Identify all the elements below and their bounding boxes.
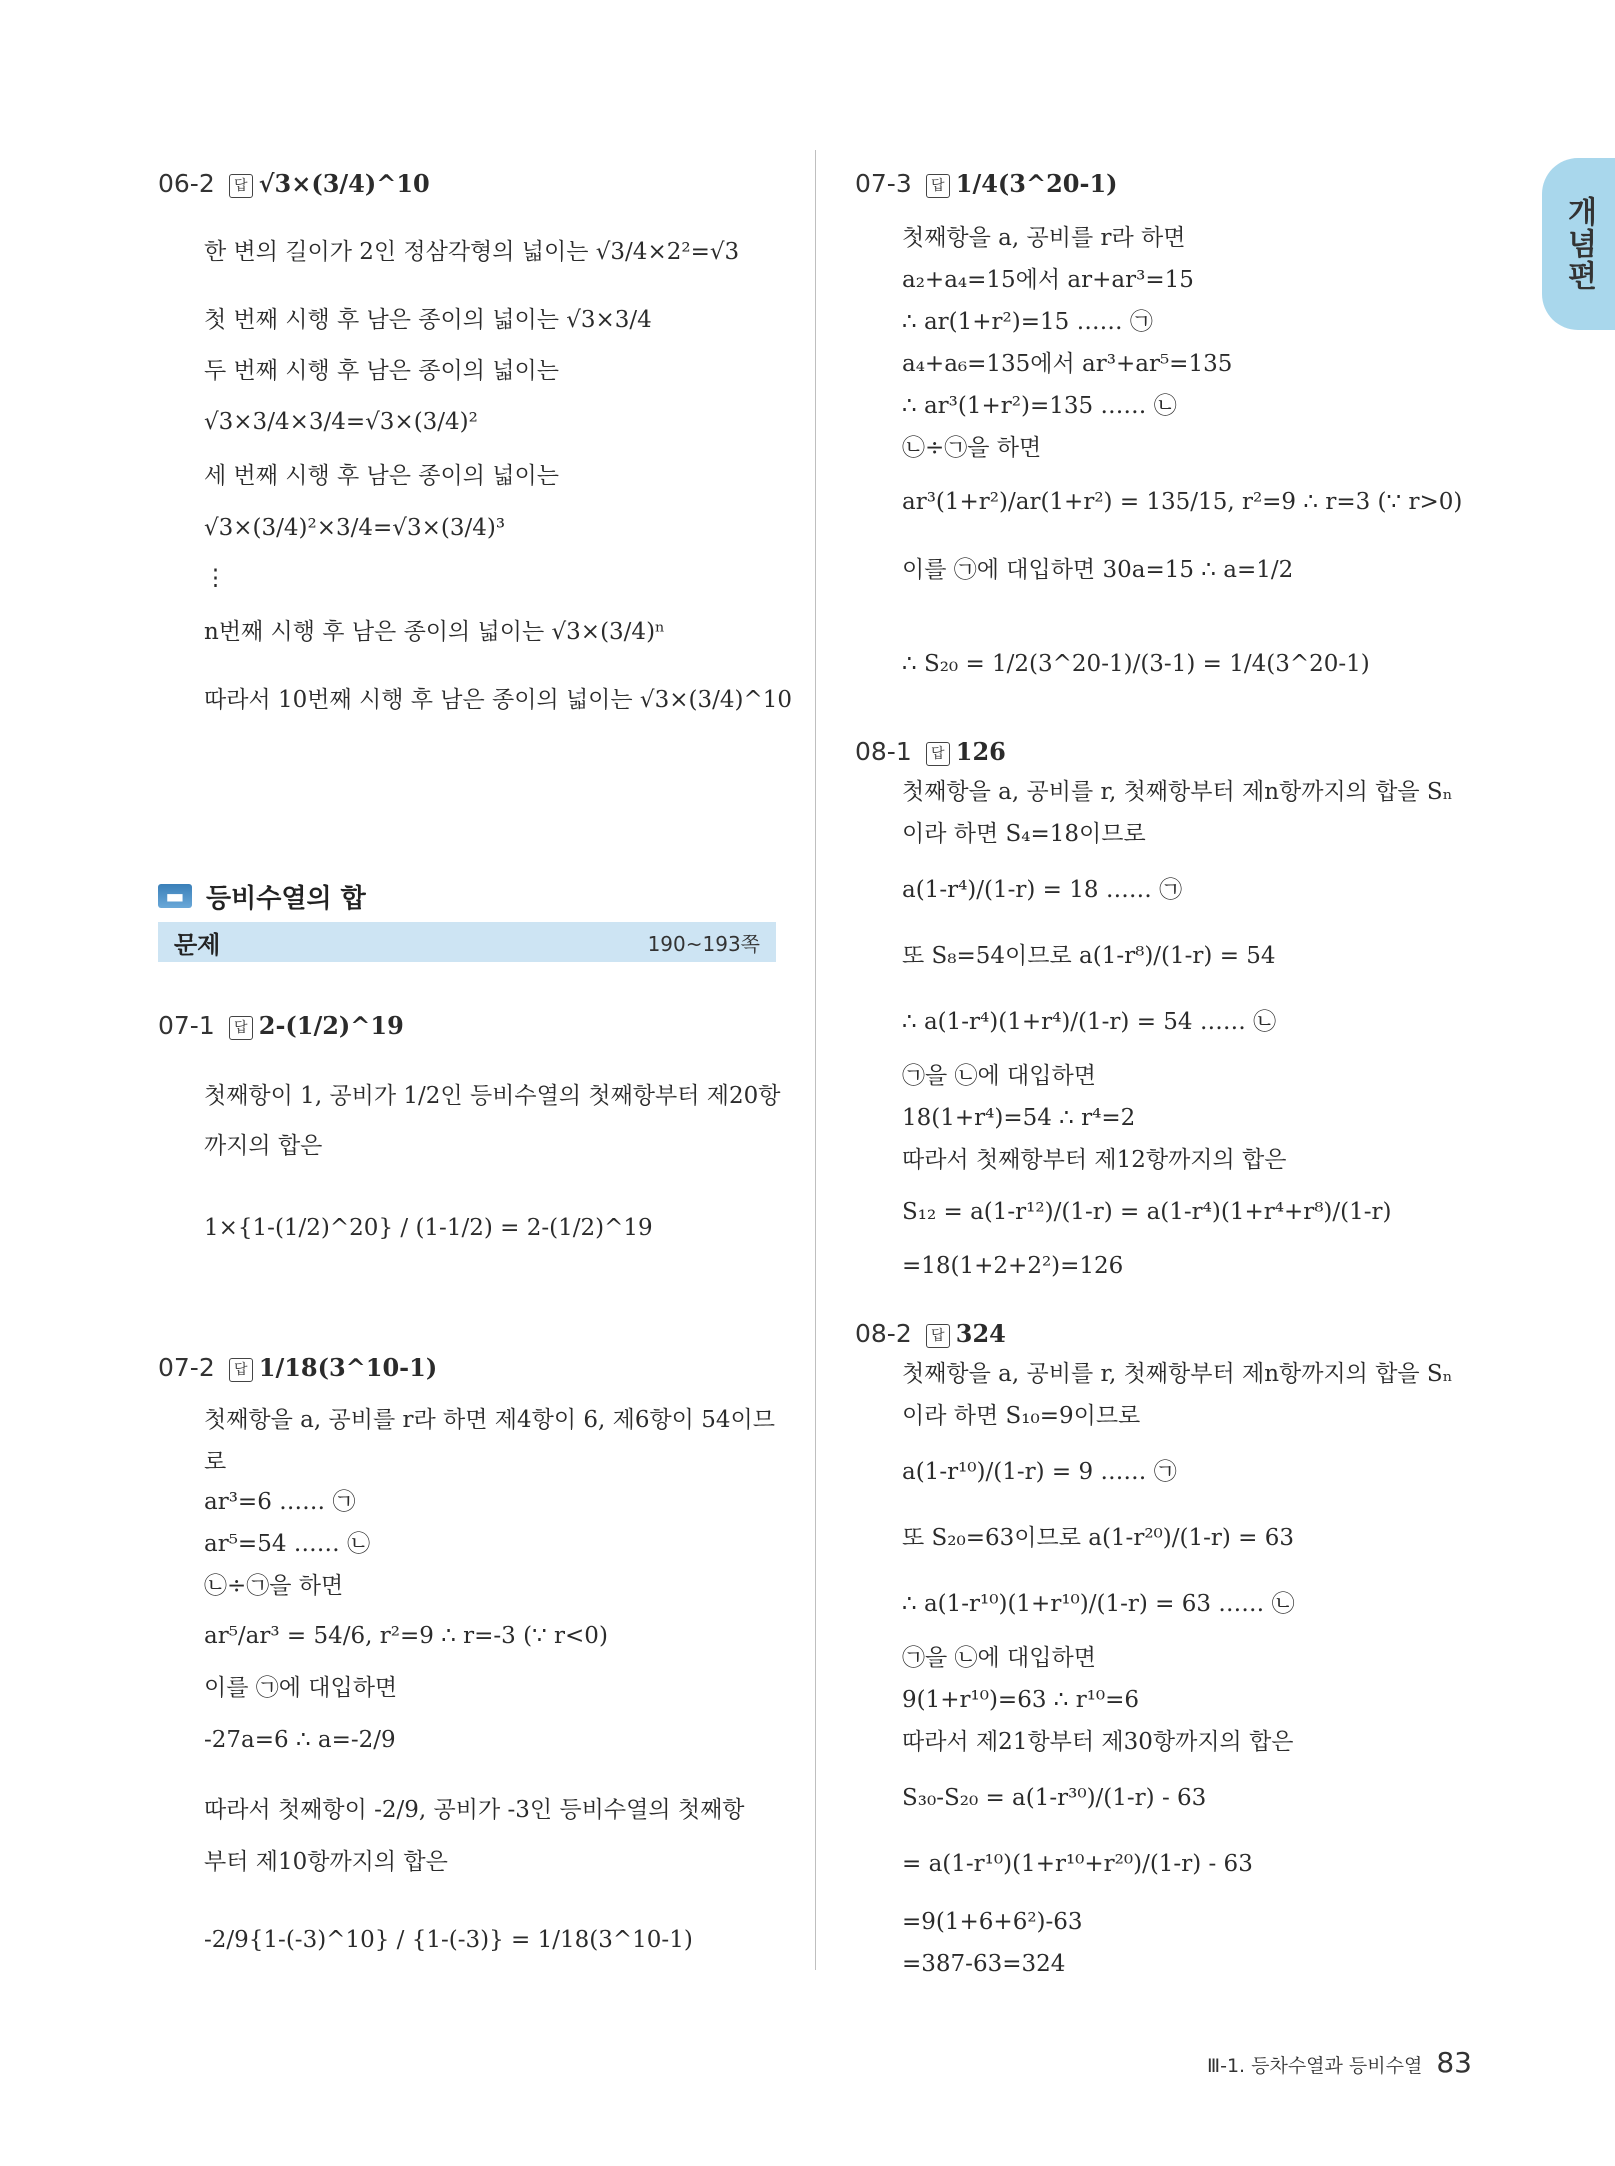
solution-line: 한 변의 길이가 2인 정삼각형의 넓이는 √3/4×2²=√3: [204, 239, 740, 265]
side-tab: [1542, 158, 1615, 330]
column-divider: [815, 150, 816, 1970]
problem-number: 07-2: [158, 1353, 215, 1382]
problem-number: 07-3: [855, 169, 912, 198]
solution-line: 첫째항을 a, 공비를 r, 첫째항부터 제n항까지의 합을 Sₙ: [902, 779, 1453, 805]
solution-line: √3×3/4×3/4=√3×(3/4)²: [204, 409, 478, 435]
solution-line: =387-63=324: [902, 1951, 1066, 1977]
solution-line: =9(1+6+6²)-63: [902, 1909, 1083, 1935]
solution-line: n번째 시행 후 남은 종이의 넓이는 √3×(3/4)ⁿ: [204, 619, 665, 645]
answer-icon: 답: [926, 1324, 950, 1348]
solution-line: ar⁵/ar³ = 54/6, r²=9 ∴ r=-3 (∵ r<0): [204, 1623, 608, 1649]
problem-number: 08-1: [855, 737, 912, 766]
answer-value: 324: [955, 1319, 1006, 1348]
solution-line: a₄+a₆=135에서 ar³+ar⁵=135: [902, 351, 1233, 377]
solution-line: 이를 ㉠에 대입하면: [204, 1675, 398, 1701]
problem-heading: [855, 1318, 1006, 1351]
solution-line: 첫째항을 a, 공비를 r, 첫째항부터 제n항까지의 합을 Sₙ: [902, 1361, 1453, 1387]
solution-line: 까지의 합은: [204, 1133, 323, 1159]
problem-heading: [158, 1010, 404, 1043]
solution-line: 1×{1-(1/2)^20} / (1-1/2) = 2-(1/2)^19: [204, 1215, 653, 1241]
solution-line: -2/9{1-(-3)^10} / {1-(-3)} = 1/18(3^10-1): [204, 1927, 693, 1953]
problem-heading: [158, 168, 430, 201]
answer-value: 1/4(3^20-1): [955, 169, 1118, 198]
solution-line: ㉠을 ㉡에 대입하면: [902, 1645, 1096, 1671]
solution-line: 부터 제10항까지의 합은: [204, 1849, 448, 1875]
solution-line: 따라서 첫째항부터 제12항까지의 합은: [902, 1147, 1287, 1173]
solution-line: 따라서 제21항부터 제30항까지의 합은: [902, 1729, 1294, 1755]
side-tab-label: 개념편: [1561, 196, 1597, 292]
problem-number: 07-1: [158, 1011, 215, 1040]
section-title: [158, 876, 366, 916]
solution-line: 세 번째 시행 후 남은 종이의 넓이는: [204, 463, 559, 489]
answer-icon: 답: [229, 174, 253, 198]
problem-bar: [158, 922, 776, 962]
answer-icon: 답: [229, 1016, 253, 1040]
answer-value: 126: [955, 737, 1006, 766]
problem-heading: [855, 736, 1006, 769]
problem-number: 08-2: [855, 1319, 912, 1348]
solution-line: ar³=6 …… ㉠: [204, 1489, 356, 1515]
solution-line: ∴ ar³(1+r²)=135 …… ㉡: [902, 393, 1177, 419]
solution-line: = a(1-r¹⁰)(1+r¹⁰+r²⁰)/(1-r) - 63: [902, 1851, 1253, 1877]
solution-line: ∴ ar(1+r²)=15 …… ㉠: [902, 309, 1153, 335]
solution-line: 첫 번째 시행 후 남은 종이의 넓이는 √3×3/4: [204, 307, 652, 333]
solution-line: 첫째항이 1, 공비가 1/2인 등비수열의 첫째항부터 제20항: [204, 1083, 781, 1109]
solution-line: ㉠을 ㉡에 대입하면: [902, 1063, 1096, 1089]
solution-line: a₂+a₄=15에서 ar+ar³=15: [902, 267, 1194, 293]
footer-chapter: Ⅲ-1. 등차수열과 등비수열: [1207, 2055, 1423, 2077]
solution-line: 18(1+r⁴)=54 ∴ r⁴=2: [902, 1105, 1136, 1131]
solution-line: ⋮: [204, 565, 227, 591]
solution-line: a(1-r⁴)/(1-r) = 18 …… ㉠: [902, 877, 1183, 903]
solution-line: ㉡÷㉠을 하면: [902, 435, 1042, 461]
solution-line: S₁₂ = a(1-r¹²)/(1-r) = a(1-r⁴)(1+r⁴+r⁸)/(1-r): [902, 1199, 1392, 1225]
solution-line: 또 S₂₀=63이므로 a(1-r²⁰)/(1-r) = 63: [902, 1525, 1294, 1551]
solution-line: 두 번째 시행 후 남은 종이의 넓이는: [204, 358, 559, 384]
solution-line: 로: [204, 1449, 227, 1475]
problem-heading: [855, 168, 1118, 201]
answer-icon: 답: [926, 742, 950, 766]
solution-line: ㉡÷㉠을 하면: [204, 1573, 344, 1599]
solution-line: 이를 ㉠에 대입하면 30a=15 ∴ a=1/2: [902, 557, 1294, 583]
problem-heading: [158, 1352, 437, 1385]
section-number-icon: ▬: [158, 884, 192, 908]
problem-bar-pages: 190~193쪽: [647, 931, 760, 956]
solution-line: ∴ S₂₀ = 1/2(3^20-1)/(3-1) = 1/4(3^20-1): [902, 651, 1370, 677]
answer-icon: 답: [229, 1358, 253, 1382]
solution-line: 따라서 10번째 시행 후 남은 종이의 넓이는 √3×(3/4)^10: [204, 687, 792, 713]
solution-line: 이라 하면 S₁₀=9이므로: [902, 1403, 1141, 1429]
solution-line: 따라서 첫째항이 -2/9, 공비가 -3인 등비수열의 첫째항: [204, 1797, 745, 1823]
solution-line: a(1-r¹⁰)/(1-r) = 9 …… ㉠: [902, 1459, 1177, 1485]
solution-line: 첫째항을 a, 공비를 r라 하면: [902, 225, 1186, 251]
solution-line: 첫째항을 a, 공비를 r라 하면 제4항이 6, 제6항이 54이므: [204, 1407, 775, 1433]
solution-line: ∴ a(1-r⁴)(1+r⁴)/(1-r) = 54 …… ㉡: [902, 1009, 1277, 1035]
answer-value: √3×(3/4)^10: [258, 169, 430, 198]
solution-line: 이라 하면 S₄=18이므로: [902, 821, 1146, 847]
page-footer: [1207, 2046, 1472, 2079]
answer-icon: 답: [926, 174, 950, 198]
solution-line: =18(1+2+2²)=126: [902, 1253, 1124, 1279]
solution-line: ∴ a(1-r¹⁰)(1+r¹⁰)/(1-r) = 63 …… ㉡: [902, 1591, 1295, 1617]
solution-line: ar³(1+r²)/ar(1+r²) = 135/15, r²=9 ∴ r=3 (∵ r>0): [902, 489, 1463, 515]
solution-line: √3×(3/4)²×3/4=√3×(3/4)³: [204, 515, 506, 541]
answer-value: 2-(1/2)^19: [258, 1011, 404, 1040]
answer-value: 1/18(3^10-1): [258, 1353, 438, 1382]
solution-line: 9(1+r¹⁰)=63 ∴ r¹⁰=6: [902, 1687, 1140, 1713]
page-number: 83: [1436, 2046, 1472, 2079]
solution-line: 또 S₈=54이므로 a(1-r⁸)/(1-r) = 54: [902, 943, 1276, 969]
section-title-text: 등비수열의 합: [206, 883, 366, 914]
solution-line: S₃₀-S₂₀ = a(1-r³⁰)/(1-r) - 63: [902, 1785, 1207, 1811]
solution-line: ar⁵=54 …… ㉡: [204, 1531, 371, 1557]
problem-number: 06-2: [158, 169, 215, 198]
solution-line: -27a=6 ∴ a=-2/9: [204, 1727, 396, 1753]
problem-bar-label: 문제: [174, 930, 221, 959]
